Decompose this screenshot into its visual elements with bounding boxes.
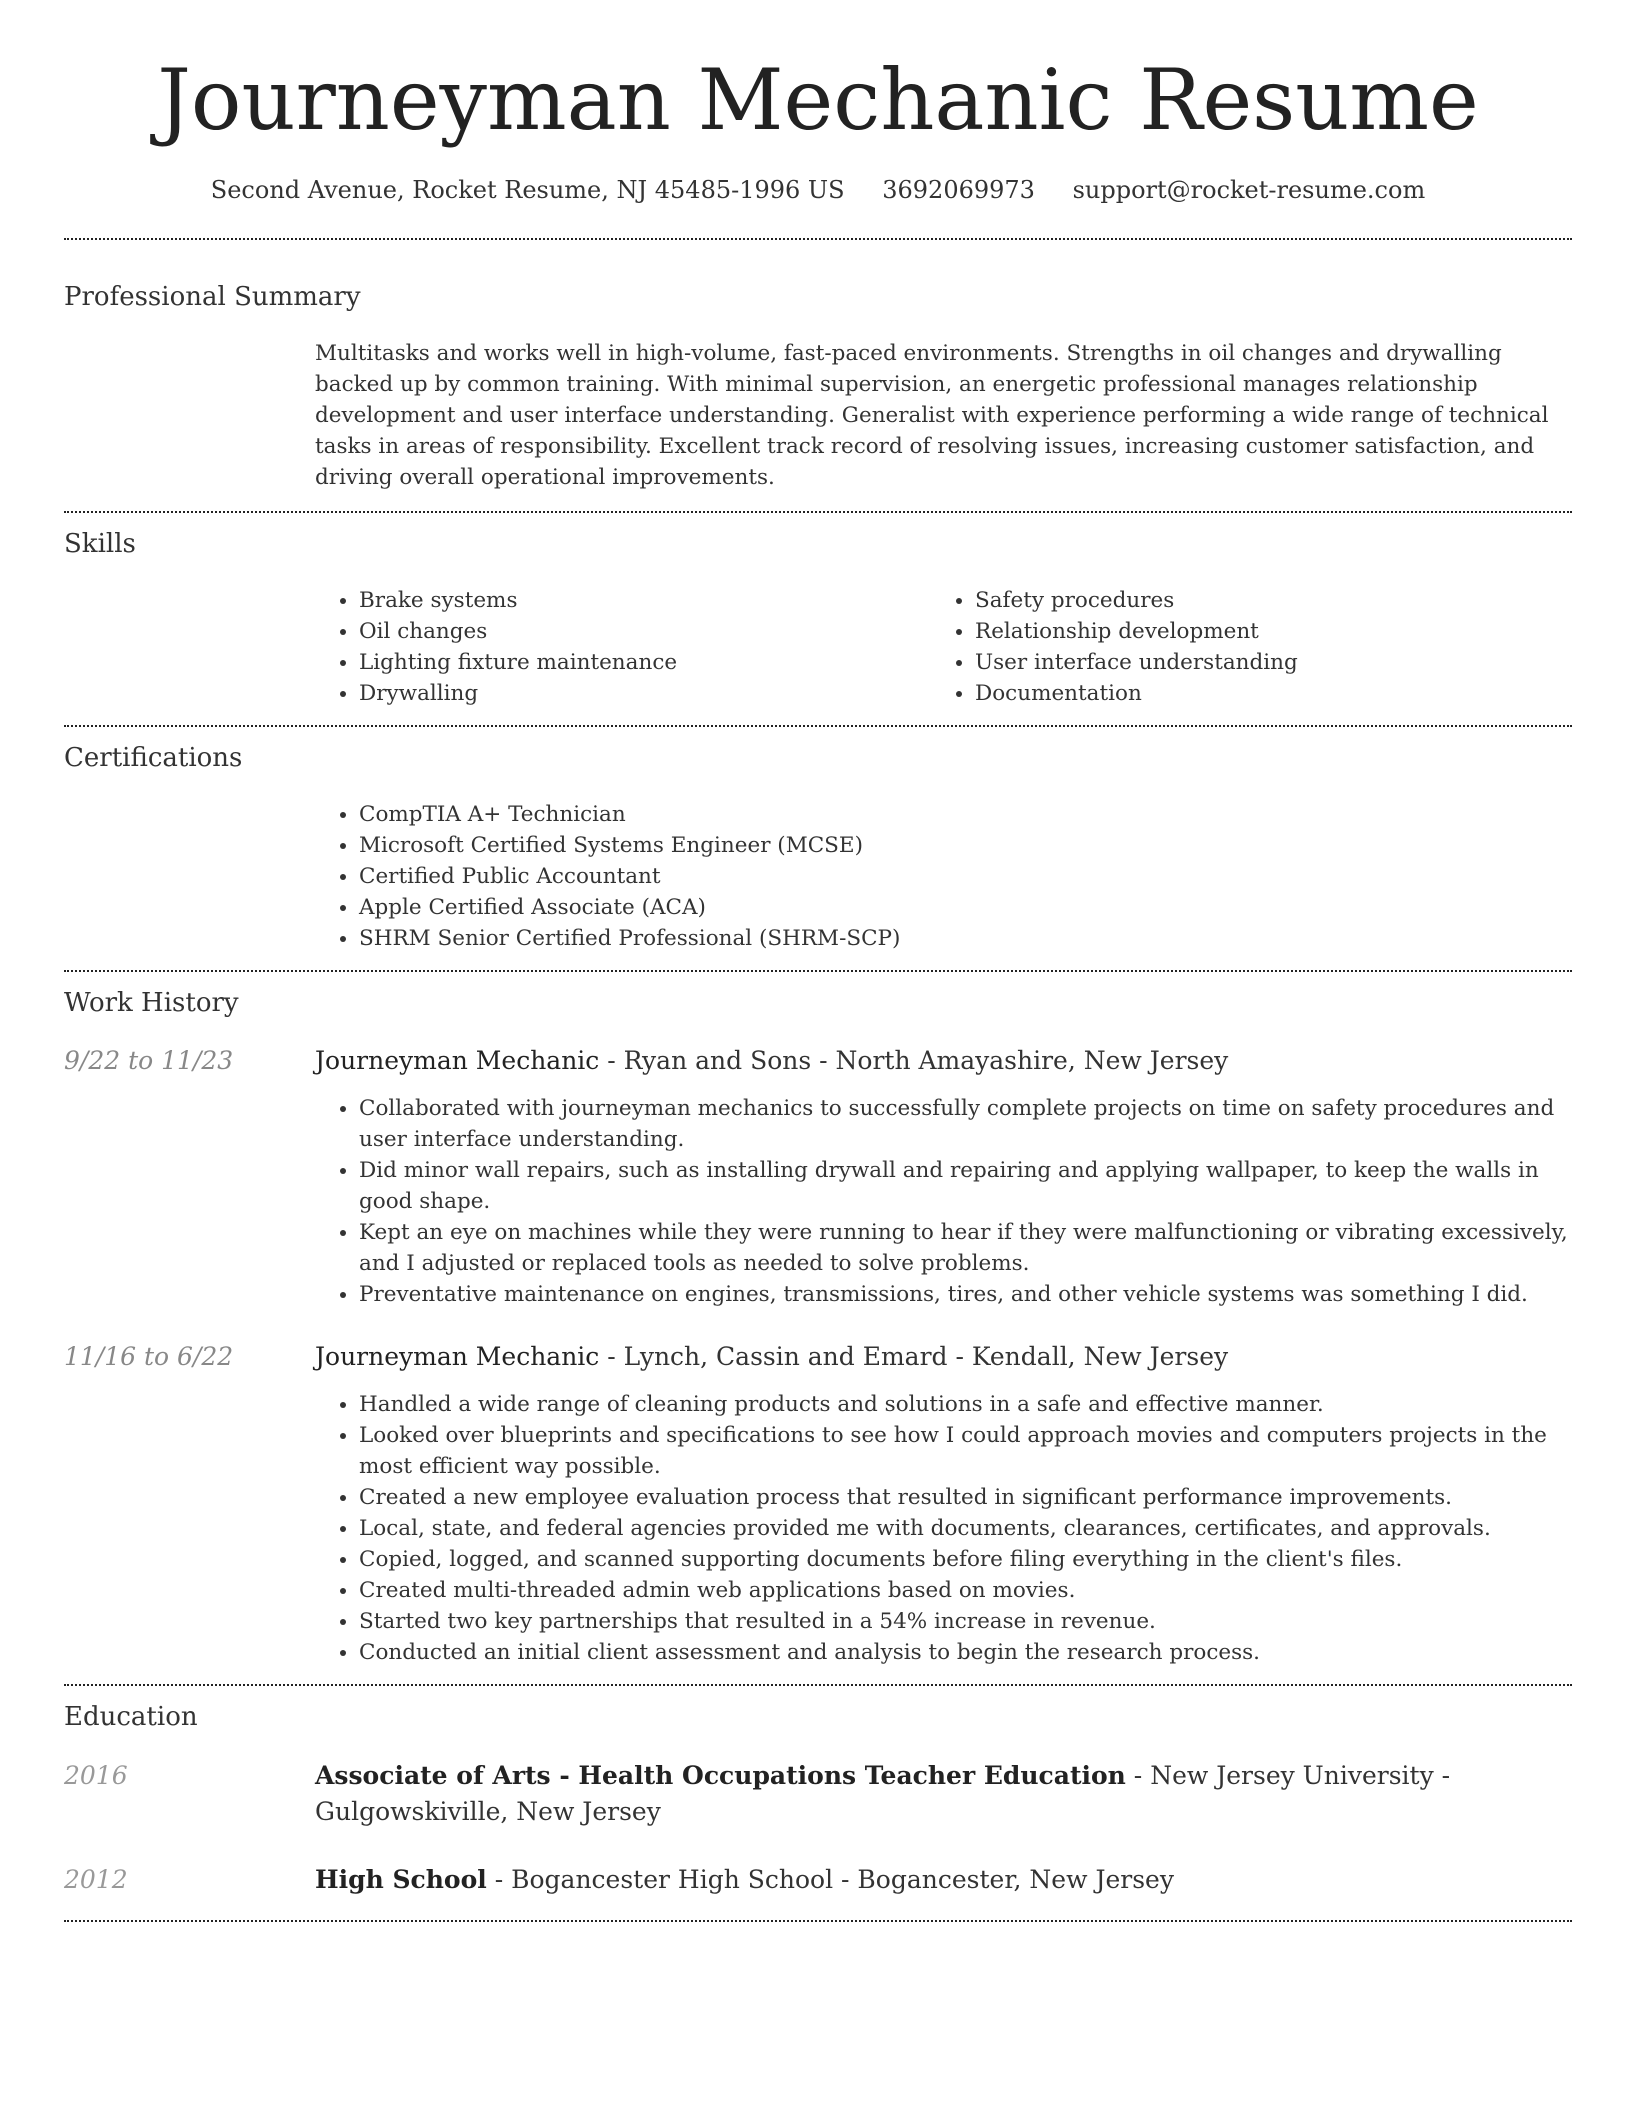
education-degree: Associate of Arts - Health Occupations Teacher Education (315, 1761, 1126, 1790)
list-item: • Looked over blueprints and specifications to see how I could approach movies and computers projects in the most efficient way possible. (359, 1420, 1572, 1482)
job-bullets (315, 1389, 1572, 1668)
skills-heading: Skills (64, 529, 136, 559)
work-heading: Work History (64, 988, 239, 1018)
contact-phone: 3692069973 (882, 176, 1035, 204)
job-employer: - Lynch, Cassin and Emard - Kendall, New Jersey (599, 1342, 1229, 1371)
job-entry (64, 1046, 1572, 1310)
list-item: • Safety procedures (975, 585, 1547, 616)
skills-list-right (931, 585, 1547, 709)
list-item: • Handled a wide range of cleaning products and solutions in a safe and effective manner. (359, 1389, 1572, 1420)
education-entry (64, 1758, 1572, 1830)
job-bullets (315, 1093, 1572, 1310)
divider (64, 1920, 1572, 1922)
education-year: 2012 (64, 1865, 128, 1894)
contact-line (64, 176, 1572, 204)
list-item: • SHRM Senior Certified Professional (SHRM-SCP) (359, 923, 1572, 954)
job-dates: 11/16 to 6/22 (64, 1342, 234, 1371)
list-item: • Certified Public Accountant (359, 861, 1572, 892)
job-employer: - Ryan and Sons - North Amayashire, New Jersey (599, 1046, 1229, 1075)
job-entry (64, 1342, 1572, 1668)
work-section (64, 972, 1572, 1684)
education-year: 2016 (64, 1761, 128, 1790)
job-role: Journeyman Mechanic (315, 1342, 600, 1371)
skills-list-left (315, 585, 931, 709)
education-section (64, 1686, 1572, 1920)
list-item: • Did minor wall repairs, such as installing drywall and repairing and applying wallpaper, to keep the walls in good shape. (359, 1155, 1572, 1217)
list-item: • Kept an eye on machines while they were running to hear if they were malfunctioning or vibrating excessively, and I adjusted or replaced tools as needed to solve problems. (359, 1217, 1572, 1279)
list-item: • Lighting fixture maintenance (359, 647, 931, 678)
education-details (315, 1862, 1572, 1898)
education-details (315, 1758, 1572, 1830)
resume-title: Journeyman Mechanic Resume (157, 51, 1479, 149)
list-item: • Started two key partnerships that resulted in a 54% increase in revenue. (359, 1606, 1572, 1637)
summary-text: Multitasks and works well in high-volume, fast-paced environments. Strengths in oil changes and drywalling backed up by common training. With minimal supervision, an energetic professional manages relationship development and user interface understanding. Generalist with experience performing a wide range of technical tasks in areas of responsibility. Excellent track record of resolving issues, increasing customer satisfaction, and driving overall operational improvements. (315, 341, 1549, 490)
list-item: • Created a new employee evaluation process that resulted in significant performance improvements. (359, 1482, 1572, 1513)
contact-address: Second Avenue, Rocket Resume, NJ 45485-1996 US (210, 176, 845, 204)
list-item: • Brake systems (359, 585, 931, 616)
education-heading: Education (64, 1702, 198, 1732)
list-item: • Created multi-threaded admin web applications based on movies. (359, 1575, 1572, 1606)
summary-section (64, 240, 1572, 511)
list-item: • Local, state, and federal agencies provided me with documents, clearances, certificates, and approvals. (359, 1513, 1572, 1544)
job-heading (315, 1342, 1228, 1371)
summary-heading: Professional Summary (64, 282, 361, 312)
contact-email: support@rocket-resume.com (1072, 176, 1426, 204)
list-item: • Collaborated with journeyman mechanics to successfully complete projects on time on safety procedures and user interface understanding. (359, 1093, 1572, 1155)
list-item: • Relationship development (975, 616, 1547, 647)
education-degree: High School (315, 1865, 487, 1894)
resume-page (64, 0, 1572, 1922)
list-item: • Documentation (975, 678, 1547, 709)
list-item: • Apple Certified Associate (ACA) (359, 892, 1572, 923)
education-school: - Bogancester High School - Bogancester, New Jersey (486, 1865, 1174, 1894)
skills-section (64, 513, 1572, 725)
certifications-heading: Certifications (64, 743, 243, 773)
certifications-list (315, 799, 1572, 954)
job-dates: 9/22 to 11/23 (64, 1046, 234, 1075)
list-item: • Conducted an initial client assessment and analysis to begin the research process. (359, 1637, 1572, 1668)
list-item: • Oil changes (359, 616, 931, 647)
list-item: • CompTIA A+ Technician (359, 799, 1572, 830)
list-item: • Preventative maintenance on engines, transmissions, tires, and other vehicle systems was something I did. (359, 1279, 1572, 1310)
education-entry (64, 1862, 1572, 1898)
education-school: - New Jersey University - Gulgowskiville, New Jersey (315, 1761, 1451, 1826)
list-item: • User interface understanding (975, 647, 1547, 678)
list-item: • Microsoft Certified Systems Engineer (MCSE) (359, 830, 1572, 861)
list-item: • Copied, logged, and scanned supporting documents before filing everything in the client's files. (359, 1544, 1572, 1575)
list-item: • Drywalling (359, 678, 931, 709)
job-role: Journeyman Mechanic (315, 1046, 600, 1075)
certifications-section (64, 727, 1572, 970)
job-heading (315, 1046, 1228, 1075)
